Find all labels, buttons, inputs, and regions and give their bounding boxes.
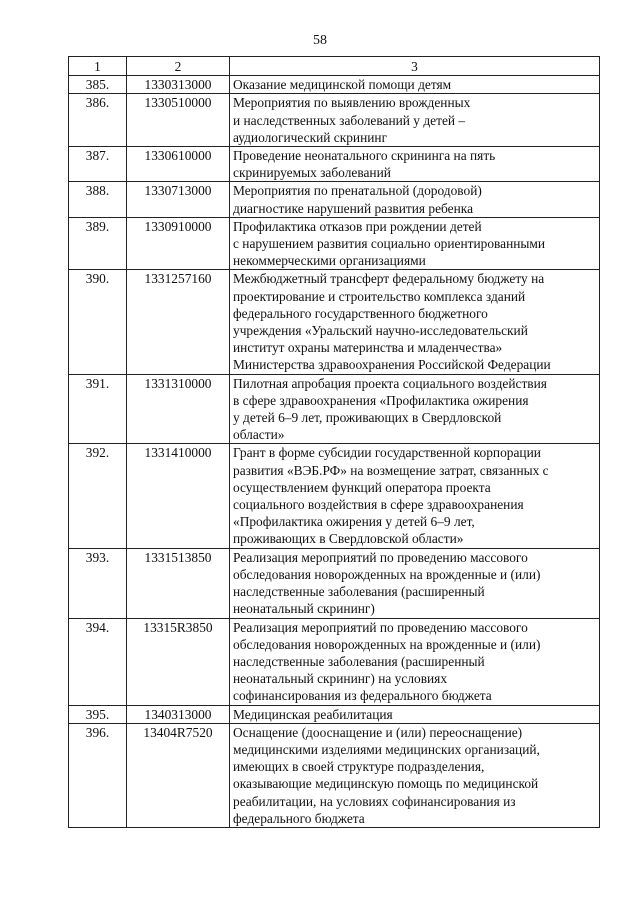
row-number: 390. (69, 270, 127, 374)
table-row (69, 94, 600, 147)
table-header-row (69, 57, 600, 76)
table-row (69, 374, 600, 444)
description-line: развития «ВЭБ.РФ» на возмещение затрат, связанных с (233, 462, 549, 478)
description-line: оказывающие медицинскую помощь по медицинской (233, 776, 539, 792)
description-line: социального воздействия в сфере здравоохранения (233, 497, 524, 513)
description-line: Мероприятия по пренатальной (дородовой) (233, 183, 482, 199)
table-row (69, 76, 600, 94)
description-line: проектирование и строительство комплекса зданий (233, 288, 526, 304)
budget-code: 1330910000 (127, 217, 230, 270)
budget-code: 1330713000 (127, 182, 230, 217)
description-line: Пилотная апробация проекта социального воздействия (233, 375, 547, 391)
budget-code: 1330313000 (127, 76, 230, 94)
description-line: имеющих в своей структуре подразделения, (233, 759, 485, 775)
description-line: «Профилактика ожирения у детей 6–9 лет, (233, 514, 475, 530)
table-row (69, 548, 600, 618)
description-cell (230, 618, 600, 705)
description-cell (230, 374, 600, 444)
description-line: и наследственных заболеваний у детей – (233, 112, 466, 128)
description-line: скринируемых заболеваний (233, 165, 391, 181)
column-header-description: 3 (230, 57, 600, 76)
row-number: 394. (69, 618, 127, 705)
description-line: Реализация мероприятий по проведению массового (233, 549, 528, 565)
row-number: 395. (69, 705, 127, 723)
column-header-number: 1 (69, 57, 127, 76)
description-line: федерального бюджета (233, 810, 365, 826)
description-line: наследственные заболевания (расширенный (233, 584, 485, 600)
table-row (69, 147, 600, 182)
column-header-code: 2 (127, 57, 230, 76)
table-row (69, 618, 600, 705)
description-line: Оснащение (дооснащение и (или) переоснащение) (233, 724, 523, 740)
description-line: Мероприятия по выявлению врожденных (233, 95, 471, 111)
description-cell (230, 76, 600, 94)
description-line: с нарушением развития социально ориентированными (233, 236, 546, 252)
row-number: 391. (69, 374, 127, 444)
description-line: реабилитации, на условиях софинансирования из (233, 793, 516, 809)
table-row (69, 705, 600, 723)
page-number: 58 (313, 33, 327, 48)
table-body (69, 76, 600, 828)
description-line: аудиологический скрининг (233, 129, 388, 145)
description-line: области» (233, 427, 285, 443)
row-number: 388. (69, 182, 127, 217)
description-line: федерального государственного бюджетного (233, 305, 488, 321)
description-line: Профилактика отказов при рождении детей (233, 218, 482, 234)
row-number: 396. (69, 723, 127, 827)
budget-code: 1340313000 (127, 705, 230, 723)
description-line: неонатальный скрининг) на условиях (233, 671, 448, 687)
budget-code: 1331257160 (127, 270, 230, 374)
description-line: осуществлением функций оператора проекта (233, 479, 491, 495)
description-line: некоммерческими организациями (233, 253, 426, 269)
row-number: 389. (69, 217, 127, 270)
row-number: 392. (69, 444, 127, 548)
budget-code: 1331310000 (127, 374, 230, 444)
description-line: институт охраны материнства и младенчества» (233, 340, 503, 356)
budget-code: 13315R3850 (127, 618, 230, 705)
table-row (69, 217, 600, 270)
description-line: Министерства здравоохранения Российской Федерации (233, 357, 551, 373)
description-cell (230, 548, 600, 618)
table-row (69, 270, 600, 374)
description-cell (230, 444, 600, 548)
description-line: Оказание медицинской помощи детям (233, 77, 452, 93)
description-line: Реализация мероприятий по проведению массового (233, 619, 528, 635)
budget-code: 13404R7520 (127, 723, 230, 827)
budget-code: 1330510000 (127, 94, 230, 147)
description-line: учреждения «Уральский научно-исследовательский (233, 323, 528, 339)
description-line: обследования новорожденных на врожденные и (или) (233, 636, 541, 652)
description-line: Медицинская реабилитация (233, 706, 393, 722)
description-cell (230, 723, 600, 827)
description-cell (230, 182, 600, 217)
description-line: Грант в форме субсидии государственной корпорации (233, 445, 541, 461)
row-number: 385. (69, 76, 127, 94)
description-cell (230, 147, 600, 182)
budget-code: 1331410000 (127, 444, 230, 548)
description-line: Межбюджетный трансферт федеральному бюджету на (233, 271, 545, 287)
description-cell (230, 94, 600, 147)
description-line: у детей 6–9 лет, проживающих в Свердловской (233, 410, 502, 426)
description-line: софинансирования из федерального бюджета (233, 688, 492, 704)
budget-code-table (68, 56, 600, 828)
description-cell (230, 217, 600, 270)
description-line: медицинскими изделиями медицинских организаций, (233, 741, 540, 757)
description-line: диагностике нарушений развития ребенка (233, 200, 474, 216)
budget-code: 1331513850 (127, 548, 230, 618)
description-line: наследственные заболевания (расширенный (233, 653, 485, 669)
budget-code: 1330610000 (127, 147, 230, 182)
description-line: обследования новорожденных на врожденные и (или) (233, 566, 541, 582)
table-row (69, 723, 600, 827)
description-cell (230, 705, 600, 723)
row-number: 386. (69, 94, 127, 147)
description-line: в сфере здравоохранения «Профилактика ожирения (233, 392, 529, 408)
table-row (69, 444, 600, 548)
description-line: Проведение неонатального скрининга на пять (233, 148, 496, 164)
description-cell (230, 270, 600, 374)
table-row (69, 182, 600, 217)
description-line: неонатальный скрининг) (233, 601, 375, 617)
row-number: 393. (69, 548, 127, 618)
row-number: 387. (69, 147, 127, 182)
description-line: проживающих в Свердловской области» (233, 531, 464, 547)
